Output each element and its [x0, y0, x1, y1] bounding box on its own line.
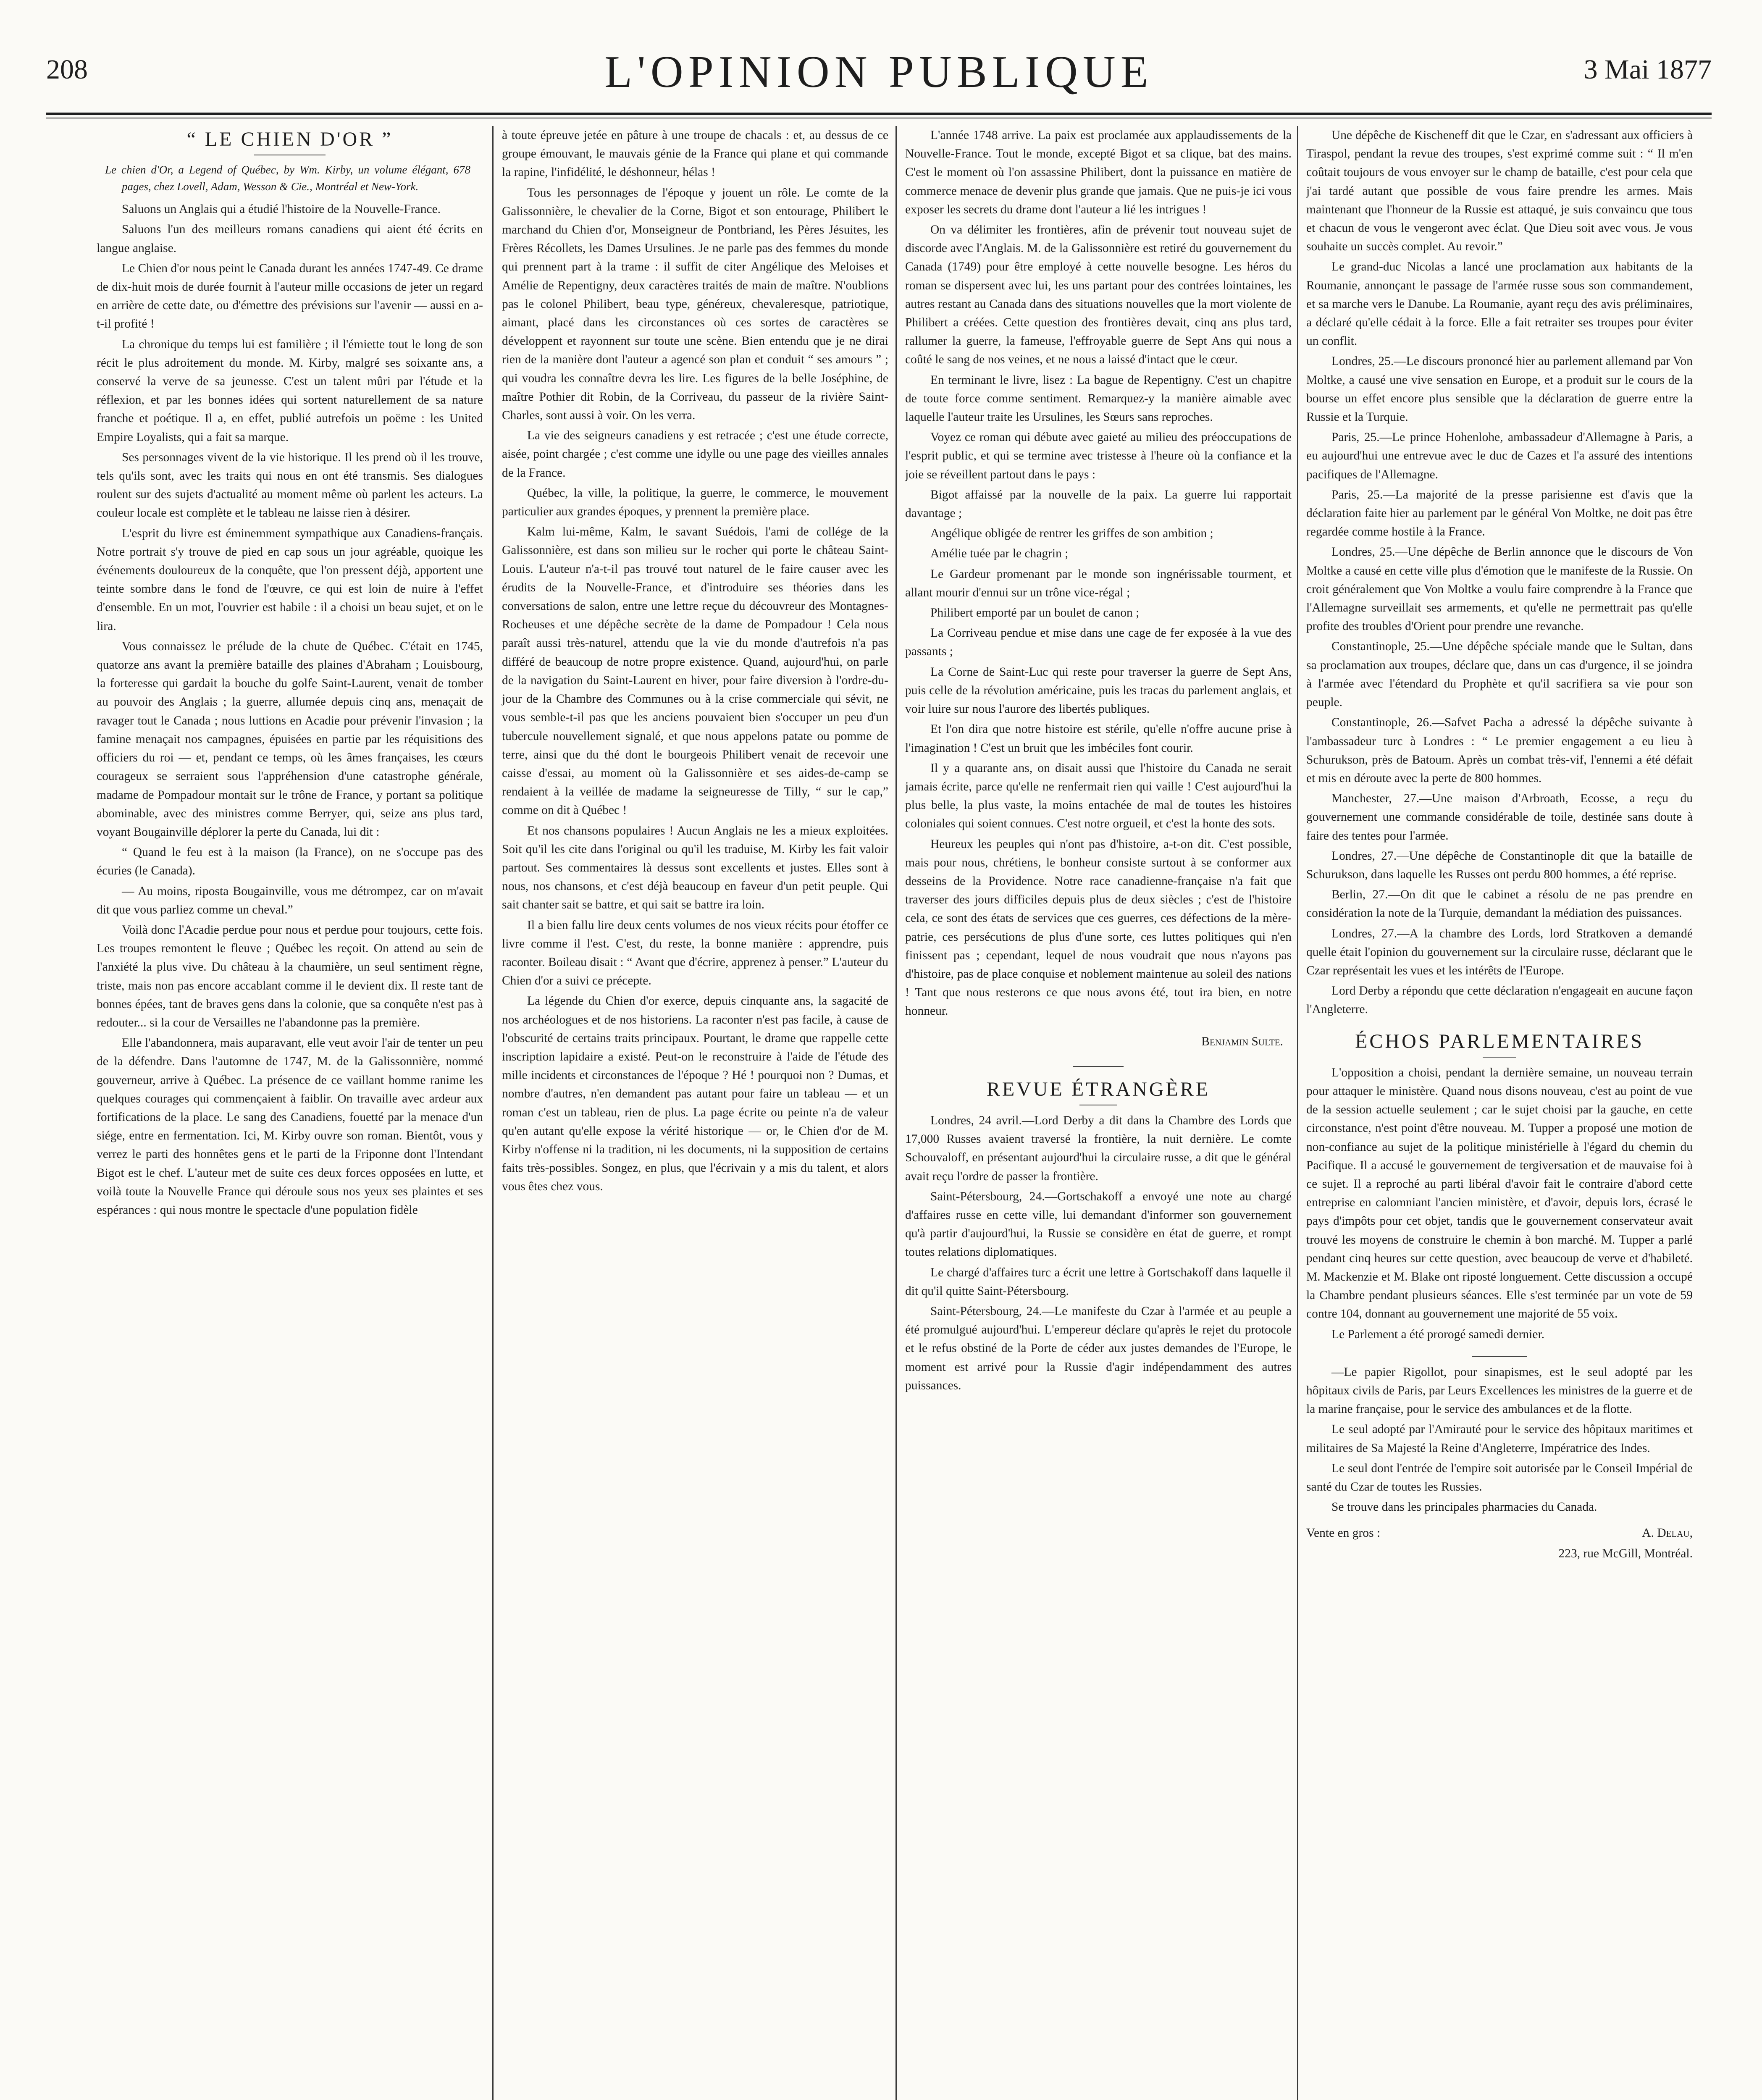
masthead-rule-thick	[46, 113, 1712, 115]
section-title: ÉCHOS PARLEMENTAIRES	[1355, 1030, 1644, 1053]
section-rule	[1472, 1356, 1527, 1357]
vendor-name: A. Delau,	[1642, 1526, 1693, 1540]
paragraph: Le Gardeur promenant par le monde son ingnérissable tourment, et allant mourir d'ennui sur un trône vice-régal ;	[905, 567, 1292, 599]
advert-paragraph: Le seul dont l'entrée de l'empire soit autorisée par le Conseil Impérial de santé du Czar de toutes les Russies.	[1306, 1461, 1693, 1494]
column-divider	[1297, 126, 1298, 2100]
paragraph: L'esprit du livre est éminemment sympathique aux Canadiens-français. Notre portrait s'y trouve de pied en cap sous un jour agréable, quoique les événements douloureux de la conquête, que l'on pressent déjà, apportent une teinte sombre dans le fond de l'œuvre, ce qui est loin de nuire à l'effet d'ensemble. En un mot, l'ouvrier est habile : il a choisi un beau sujet, et on le lira.	[97, 526, 483, 633]
paragraph: Québec, la ville, la politique, la guerre, le commerce, le mouvement particulier aux grandes époques, y prennent la première place.	[502, 486, 888, 519]
paragraph: Philibert emporté par un boulet de canon ;	[930, 606, 1140, 620]
paragraph: La légende du Chien d'or exerce, depuis cinquante ans, la sagacité de nos archéologues et de nos historiens. La raconter n'est pas facile, à cause de l'obscurité de certains traits principaux. Pourtant, le drame que rappelle cette inscription lapidaire a existé. Peut-on le reconstruire à l'aide de l'étude des mille incidents et circonstances de l'époque ? Hé ! pourquoi non ? Dumas, et nombre d'autres, n'en demandent pas autant pour faire un tableau — et un roman c'est un tableau, rien de plus. La page écrite ou peinte n'a de valeur qu'en autant qu'elle expose la vérité historique — or, le Chien d'or de M. Kirby n'offense ni la tradition, ni les documents, ni la supposition de certains faits très-possibles. Songez, en plus, que l'écrivain y a mis du talent, et alors vous êtes chez vous.	[502, 994, 888, 1194]
column-3	[905, 126, 1292, 1396]
advert-vendor-line	[1306, 1524, 1693, 1542]
paragraph: On va délimiter les frontières, afin de prévenir tout nouveau sujet de discorde avec l'Anglais. M. de la Galissonnière est retiré du gouvernement du Canada (1749) pour être employé à cette nouvelle besogne. Les héros du roman se dispersent avec lui, les uns partant pour des contrées lointaines, les autres restant au Canada dans des situations nouvelles que la mort violente de Philibert a créées. Cette question des frontières devait, cinq ans plus tard, rallumer la guerre, la fameuse, l'effroyable guerre de Sept Ans qui nous a coûté le sang de nos veines, et ne nous a laissé d'intact que le cœur.	[905, 223, 1292, 367]
news-item: Saint-Pétersbourg, 24.—Le manifeste du Czar à l'armée et au peuple a été promulgué aujourd'hui. L'empereur déclare qu'après le rejet du protocole et le refus obstiné de la Porte de céder aux justes demandes de l'Europe, le moment est arrivé pour la Russie d'agir indépendamment des autres puissances.	[905, 1304, 1292, 1392]
signature: Benjamin Sulte.	[1201, 1034, 1283, 1048]
paragraph: Heureux les peuples qui n'ont pas d'histoire, a-t-on dit. C'est possible, mais pour nous, chrétiens, le bonheur consiste surtout à se conformer aux desseins de la Providence. Notre race canadienne-française n'a fait que traverser des jours difficiles depuis plus de deux siècles ; c'est de l'histoire cela, ce sont des états de services que ces guerres, ces défections de la mère-patrie, ces persécutions de plus d'une sorte, ces luttes politiques qui n'en finissent pas ; cependant, lequel de nous voudrait que nous n'ayons pas d'histoire, pas de place conquise et noblement maintenue au soleil des nations ! Tant que nous resterons ce que nous avons été, tout ira bien, en notre honneur.	[905, 837, 1292, 1018]
paragraph: Bigot affaissé par la nouvelle de la paix. La guerre lui rapportait davantage ;	[905, 488, 1292, 520]
paragraph: — Au moins, riposta Bougainville, vous me détrompez, car on m'avait dit que vous parliez comme un cheval.”	[97, 884, 483, 916]
paragraph: Le Chien d'or nous peint le Canada durant les années 1747-49. Ce drame de dix-huit mois de durée fournit à l'auteur mille occasions de jeter un regard en arrière de cette date, ou d'émettre des prévisions sur l'avenir — aussi en a-t-il profité !	[97, 261, 483, 331]
news-item: Constantinople, 26.—Safvet Pacha a adressé la dépêche suivante à l'ambassadeur turc à Londres : “ Le premier engagement a eu lieu à Schurukson, près de Batoum. Après un combat très-vif, l'ennemi a été défait et mis en déroute avec la perte de 800 hommes.	[1306, 716, 1693, 785]
news-item: Une dépêche de Kischeneff dit que le Czar, en s'adressant aux officiers à Tiraspol, pendant la revue des troupes, s'est exprimé comme suit : “ Il m'en coûtait toujours de vous envoyer sur le champ de bataille, c'est pour cela que j'ai tardé autant que possible de vous faire prendre les armes. Mais maintenant que l'honneur de la Russie est attaqué, je suis convaincu que tous et chacun de vous le vengeront avec éclat. Que Dieu soit avec vous. Je vous souhaite un succès complet. Au revoir.”	[1306, 129, 1693, 254]
news-item: Paris, 25.—Le prince Hohenlohe, ambassadeur d'Allemagne à Paris, a eu aujourd'hui une entrevue avec le duc de Cazes et l'a assuré des intentions pacifiques de l'Allemagne.	[1306, 430, 1693, 481]
masthead	[46, 46, 1712, 109]
news-item: Londres, 27.—Une dépêche de Constantinople dit que la bataille de Schurukson, dans laquelle les Russes ont perdu 800 hommes, a été reprise.	[1306, 849, 1693, 881]
news-item: Lord Derby a répondu que cette déclaration n'engageait en aucune façon l'Angleterre.	[1306, 984, 1693, 1016]
section-title: REVUE ÉTRANGÈRE	[986, 1078, 1211, 1100]
news-item: Londres, 24 avril.—Lord Derby a dit dans la Chambre des Lords que 17,000 Russes avaient traversé la frontière, la nuit dernière. Le comte Schouvaloff, en présentant aujourd'hui la circulaire russe, a dit que le général avait reçu l'ordre de passer la frontière.	[905, 1113, 1292, 1183]
news-item: Londres, 25.—Le discours prononcé hier au parlement allemand par Von Moltke, a causé une vive sensation en Europe, et a produit sur le cours de la bourse un effet encore plus sensible que la déclaration de guerre entre la Russie et la Turquie.	[1306, 354, 1693, 424]
paragraph: Il y a quarante ans, on disait aussi que l'histoire du Canada ne serait jamais écrite, parce qu'elle ne renfermait rien qui vaille ! C'est aujourd'hui la plus belle, la plus vaste, la moins entachée de mal de toutes les histoires coloniales qui soient connues. C'est notre orgueil, et c'est la honte des sots.	[905, 761, 1292, 831]
paragraph: Voyez ce roman qui débute avec gaieté au milieu des préoccupations de l'esprit public, et qui se termine avec tristesse à l'heure où la confiance et la joie se réveillent partout dans le pays :	[905, 430, 1292, 481]
news-item: Constantinople, 25.—Une dépêche spéciale mande que le Sultan, dans sa proclamation aux troupes, déclare que, dans un cas d'urgence, il se joindra à l'armée avec l'étendard du Prophète et qu'il sacrifiera sa vie pour son peuple.	[1306, 640, 1693, 709]
paragraph: Saluons un Anglais qui a étudié l'histoire de la Nouvelle-France.	[122, 202, 441, 216]
news-item: Le grand-duc Nicolas a lancé une proclamation aux habitants de la Roumanie, annonçant le passage de l'armée russe sous son commandement, et sa marche vers le Danube. La Roumanie, ayant reçu des avis préliminaires, a déclaré qu'elle cédait à la force. Elle a fait retraiter ses troupes pour éviter un conflit.	[1306, 260, 1693, 348]
news-item: Berlin, 27.—On dit que le cabinet a résolu de ne pas prendre en considération la note de la Turquie, demandant la médiation des puissances.	[1306, 888, 1693, 920]
advert-paragraph: —Le papier Rigollot, pour sinapismes, est le seul adopté par les hôpitaux civils de Paris, par Leurs Excellences les ministres de la guerre et de la marine française, pour le service des ambulances et de la flotte.	[1306, 1365, 1693, 1416]
paragraph: La chronique du temps lui est familière ; il l'émiette tout le long de son récit le plus adroitement du monde. M. Kirby, malgré ses soixante ans, a conservé la verve de sa jeunesse. C'est un talent mûri par l'étude et la réflexion, et par les bonnes idées qui sortent naturellement de sa nature franche et poétique. Il a, en effet, publié autrefois un poëme : les United Empire Loyalists, qui a fait sa marque.	[97, 337, 483, 444]
paragraph: Il a bien fallu lire deux cents volumes de nos vieux récits pour étoffer ce livre comme il l'est. C'est, du reste, la bonne manière : apprendre, puis raconter. Boileau disait : “ Avant que d'écrire, apprenez à penser.” L'auteur du Chien d'or a suivi ce précepte.	[502, 918, 888, 988]
paragraph: Et l'on dira que notre histoire est stérile, qu'elle n'offre aucune prise à l'imagination ! C'est un bruit que les imbéciles font courir.	[905, 722, 1292, 755]
column-divider	[492, 126, 494, 2100]
title-rule	[1483, 1057, 1516, 1058]
column-divider	[895, 126, 897, 2100]
bibliography: Le chien d'Or, a Legend of Québec, by Wm. Kirby, un volume élégant, 678 pages, chez Lovell, Adam, Wesson & Cie., Montréal et New-York.	[105, 163, 470, 193]
paragraph: Le Parlement a été prorogé samedi dernier.	[1331, 1327, 1545, 1341]
paragraph: L'année 1748 arrive. La paix est proclamée aux applaudissements de la Nouvelle-France. Tout le monde, excepté Bigot et sa clique, bat des mains. C'est le moment où l'on assassine Philibert, dont la puissance en matière de commerce menace de devenir plus grande que jamais. Que ne puis-je ici vous exposer les secrets du drame dont l'auteur a lié les intrigues !	[905, 129, 1292, 216]
vente-label: Vente en gros :	[1306, 1526, 1381, 1540]
paragraph: “ Quand le feu est à la maison (la France), on ne s'occupe pas des écuries (le Canada).	[97, 845, 483, 878]
issue-date: 3 Mai 1877	[1583, 54, 1712, 85]
paragraph: Voilà donc l'Acadie perdue pour nous et perdue pour toujours, cette fois. Les troupes remontent le fleuve ; Québec les reçoit. On attend au sein de l'anxiété la plus vive. Du château à la chaumière, un seul sentiment règne, triste, mais non pas encore accablant comme il le devient dix. Il reste tant de bonnes épées, tant de braves gens dans la colonie, que sa conquête n'est pas à redouter... si la cour de Versailles ne l'abandonne pas la première.	[97, 923, 483, 1029]
advert-paragraph: Se trouve dans les principales pharmacies du Canada.	[1331, 1500, 1597, 1514]
news-item: Saint-Pétersbourg, 24.—Gortschakoff a envoyé une note au chargé d'affaires russe en cette ville, lui demandant d'informer son gouvernement qu'à partir d'aujourd'hui, la Russie se considère en état de guerre, et rompt toutes relations diplomatiques.	[905, 1189, 1292, 1259]
column-2	[502, 126, 888, 1198]
column-4	[1306, 126, 1693, 1564]
paragraph: Elle l'abandonnera, mais auparavant, elle veut avoir l'air de tenter un peu de la défendre. Dans l'automne de 1747, M. de la Galissonnière, nommé gouverneur, arrive à Québec. La présence de ce vaillant homme ranime les quelques courages qui commençaient à faiblir. On travaille avec ardeur aux fortifications de la place. Le sang des Canadiens, fouetté par la menace d'un siége, entre en fermentation. Ici, M. Kirby ouvre son roman. Bientôt, vous y verrez le parti des honnêtes gens et le parti de la Friponne dont l'Intendant Bigot est le chef. L'auteur met de suite ces deux forces opposées en lutte, et voilà toute la Nouvelle France qui déroule sous nos yeux ses plaintes et ses espérances : qui nous montre le spectacle d'une population fidèle	[97, 1036, 483, 1217]
paragraph: L'opposition a choisi, pendant la dernière semaine, un nouveau terrain pour attaquer le ministère. Quand nous disons nouveau, c'est au point de vue de la session actuelle seulement ; car le sujet choisi par la gauche, en cette circonstance, n'est point d'être nouveau. M. Tupper a proposé une motion de non-confiance au sujet de la politique ministérielle à l'égard du chemin du Pacifique. Il a accusé le gouvernement de tergiversation et de mauvaise foi à ce sujet. Il a reproché au parti libéral d'avoir fait le contraire d'abord cette entreprise en calomniant l'ancien ministère, et d'avoir, depuis lors, écrasé le pays d'impôts pour cet objet, tandis que le gouvernement conservateur avait trouvé les moyens de construire le chemin à bon marché. M. Tupper a parlé pendant cinq heures sur cette question, avec beaucoup de verve et d'habileté. M. Mackenzie et M. Blake ont riposté longuement. Cette discussion a occupé la Chambre pendant plusieurs séances. Elle s'est terminée par un vote de 59 contre 104, donnant au gouvernement une majorité de 55 voix.	[1306, 1066, 1693, 1321]
paragraph: à toute épreuve jetée en pâture à une troupe de chacals : et, au dessus de ce groupe émouvant, le mauvais génie de la France qui plane et qui commande la rapine, l'infidélité, le déshonneur, hélas !	[502, 129, 888, 179]
paragraph: La Corne de Saint-Luc qui reste pour traverser la guerre de Sept Ans, puis celle de la révolution américaine, puis les tracas du parlement anglais, et voir luire sur nous l'aurore des libertés publiques.	[905, 665, 1292, 716]
news-item: Le chargé d'affaires turc a écrit une lettre à Gortschakoff dans laquelle il dit qu'il quitte Saint-Pétersbourg.	[905, 1265, 1292, 1298]
paragraph: Et nos chansons populaires ! Aucun Anglais ne les a mieux exploitées. Soit qu'il les cite dans l'original ou qu'il les traduise, M. Kirby les fait valoir partout. Ses commentaires là dessus sont excellents et justes. Elles sont à nous, nos chansons, et c'est déjà beaucoup en faveur d'un petit peuple. Qui sait chanter sait se battre, et qui sait se battre ira loin.	[502, 824, 888, 912]
paragraph: Tous les personnages de l'époque y jouent un rôle. Le comte de la Galissonnière, le chevalier de la Corne, Bigot et son entourage, Philibert le marchand du Chien d'or, Monseigneur de Pontbriand, les Pères Jésuites, les Frères Récollets, les Dames Ursulines. Je ne parle pas des femmes du monde qui prennent part à la trame : il suffit de citer Angélique des Meloises et Amélie de Repentigny, deux caractères traités de main de maître. N'oublions pas le colonel Philibert, beau type, généreux, chevaleresque, patriotique, aimant, placé dans les circonstances où ces sortes de caractères se développent et rayonnent sur toute une scène. Bien entendu que je ne dirai rien de la manière dont l'auteur a agencé son plan et conduit “ ses amours ” ; qui voudra les connaître devra les lire. Les figures de la belle Joséphine, de maître Pothier dit Robin, de la Corriveau, du passeur de la rivière Saint-Charles, sont aussi à voir. On les verra.	[502, 186, 888, 423]
newspaper-title: L'OPINION PUBLIQUE	[604, 47, 1153, 97]
news-item: Paris, 25.—La majorité de la presse parisienne est d'avis que la déclaration faite hier au parlement par le général Von Moltke, ne doit pas être regardée comme hostile à la France.	[1306, 488, 1693, 539]
paragraph: En terminant le livre, lisez : La bague de Repentigny. C'est un chapitre de toute force comme sentiment. Remarquez-y la manière aimable avec laquelle l'auteur traite les Ursulines, les Sœurs sans reproches.	[905, 373, 1292, 424]
page-number: 208	[46, 54, 88, 85]
paragraph: Ses personnages vivent de la vie historique. Il les prend où il les trouve, tels qu'ils sont, avec les traits qui nous en ont été transmis. Ses dialogues roulent sur des sujets d'actualité au moment même où parlent les acteurs. La couleur locale est complète et le tableau ne laisse rien à désirer.	[97, 450, 483, 520]
article-title: “ LE CHIEN D'OR ”	[186, 128, 393, 150]
news-item: Manchester, 27.—Une maison d'Arbroath, Ecosse, a reçu du gouvernement une commande considérable de toile, destinée sans doute à faire des tentes pour l'armée.	[1306, 792, 1693, 843]
column-1	[97, 126, 483, 1221]
paragraph: Amélie tuée par le chagrin ;	[930, 547, 1069, 561]
news-item: Londres, 27.—A la chambre des Lords, lord Stratkoven a demandé quelle était l'opinion du gouvernement sur la circulaire russe, déclarant que le Czar représentait les vues et les intérêts de l'Europe.	[1306, 927, 1693, 977]
paragraph: Saluons l'un des meilleurs romans canadiens qui aient été écrits en langue anglaise.	[97, 223, 483, 255]
paragraph: Vous connaissez le prélude de la chute de Québec. C'était en 1745, quatorze ans avant la première bataille des plaines d'Abraham ; Louisbourg, la forteresse qui gardait la bouche du golfe Saint-Laurent, venait de tomber au pouvoir des Anglais ; la guerre, allumée depuis cinq ans, menaçait de ravager tout le Canada ; nous luttions en Acadie pour prévenir l'invasion ; la famine menaçait nos campagnes, épuisées en partie par les réquisitions des officiers du roi — et, pendant ce temps, où les âmes françaises, les cœurs courageux se serraient sous l'appréhension d'une catastrophe générale, madame de Pompadour montait sur le trône de France, y portant sa politique abominable, avec des ministres comme Berryer, qui, seize ans plus tard, voyant Bougainville déplorer la perte du Canada, lui dit :	[97, 639, 483, 839]
news-item: Londres, 25.—Une dépêche de Berlin annonce que le discours de Von Moltke a causé en cette ville plus d'émotion que le manifeste de la Russie. On croit généralement que Von Moltke a voulu faire comprendre à la France que l'Allemagne surveillait ses armements, et qu'elle ne permettrait pas qu'elle profite des troubles d'Orient pour prendre une revanche.	[1306, 545, 1693, 633]
paragraph: Kalm lui-même, Kalm, le savant Suédois, l'ami de collége de la Galissonnière, est dans son milieu sur le rocher qui porte le château Saint-Louis. L'auteur n'a-t-il pas trouvé tout naturel de le faire causer avec les érudits de la Nouvelle-France, et d'introduire ses théories dans les conversations de salon, entre une lettre reçue du découvreur des Montagnes-Rocheuses et une dépêche secrète de la dame de Pompadour ! Cela nous paraît aussi très-naturel, attendu que la vie du monde d'autrefois n'a pas différé de beaucoup de notre propre existence. Quand, aujourd'hui, on parle de la navigation du Saint-Laurent en hiver, pour faire diversion à l'ordre-du-jour de la Chambre des Communes ou à la crise commerciale qui sévit, ne vous semble-t-il pas que les anciens pouvaient bien s'occuper un peu d'un tubercule nouvellement signalé, et que nous appelons patate ou pomme de terre, ainsi que du thé dont le bourgeois Philibert venait de recevoir une caisse d'essai, au moment où la Galissonnière et ses aides-de-camp se rendaient à la veillée de madame la seigneuresse de Tilly, “ sur le cap,” comme on dit à Québec !	[502, 525, 888, 817]
section-rule	[1073, 1066, 1124, 1067]
vendor-address: 223, rue McGill, Montréal.	[1558, 1546, 1693, 1560]
paragraph: Angélique obligée de rentrer les griffes de son ambition ;	[930, 527, 1213, 541]
advert-paragraph: Le seul adopté par l'Amirauté pour le service des hôpitaux maritimes et militaires de Sa Majesté la Reine d'Angleterre, Impératrice des Indes.	[1306, 1423, 1693, 1455]
paragraph: La vie des seigneurs canadiens y est retracée ; c'est une étude correcte, aisée, point chargée ; c'est comme une idylle ou une page des vieilles annales de la France.	[502, 429, 888, 480]
paragraph: La Corriveau pendue et mise dans une cage de fer exposée à la vue des passants ;	[905, 626, 1292, 659]
